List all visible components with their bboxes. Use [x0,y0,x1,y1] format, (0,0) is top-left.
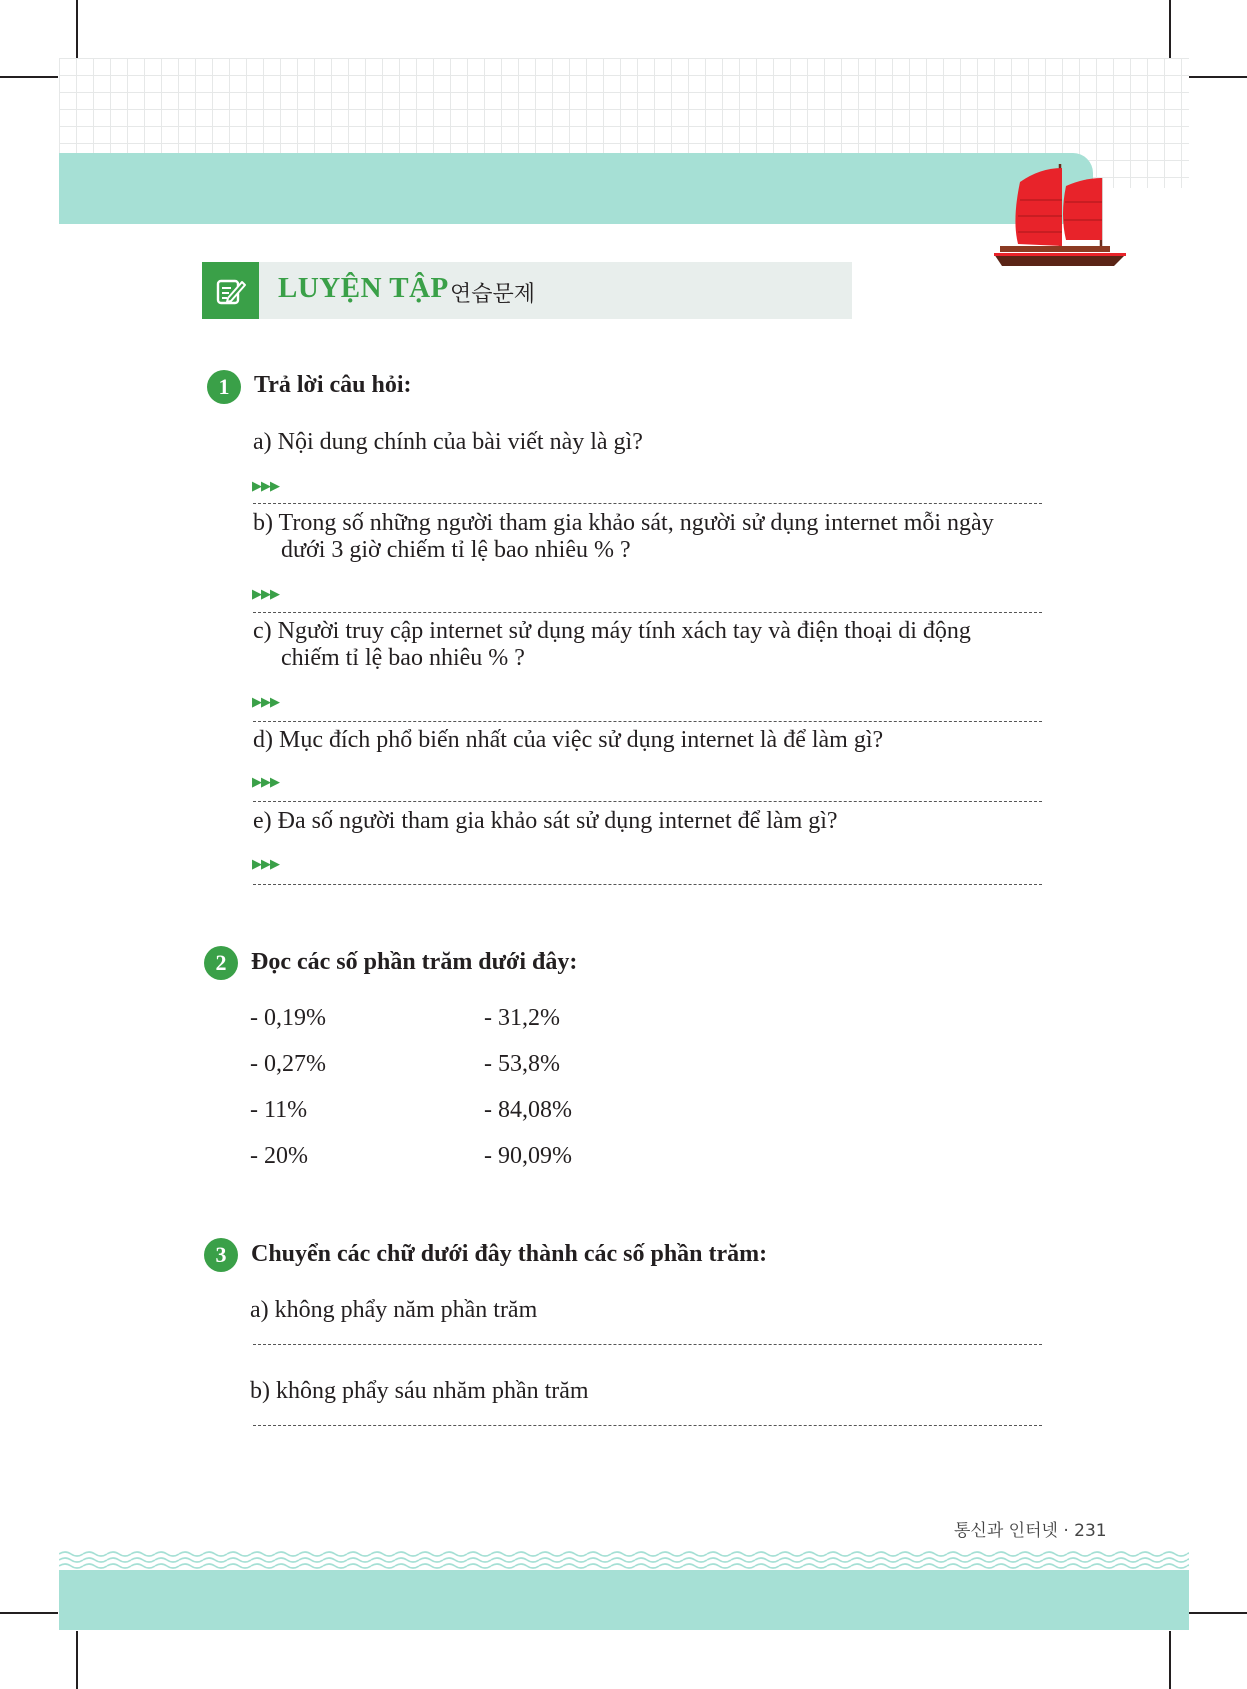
conversion-item-b: b) không phẩy sáu nhăm phần trăm [250,1378,589,1404]
section-heading: Trả lời câu hỏi: [254,372,412,398]
question-b: b) Trong số những người tham gia khảo sát, người sử dụng internet mỗi ngày [253,510,994,536]
crop-mark [0,1612,58,1614]
question-e: e) Đa số người tham gia khảo sát sử dụng internet để làm gì? [253,808,838,834]
percent-item: - 84,08% [484,1097,572,1123]
crop-mark [1169,0,1171,58]
percent-item: - 31,2% [484,1005,560,1031]
triple-chevron-icon: ▶▶▶ [252,587,279,602]
crop-mark [76,0,78,58]
crop-mark [1189,1612,1247,1614]
answer-line[interactable] [253,1425,1042,1426]
answer-line[interactable] [253,801,1042,802]
question-d: d) Mục đích phổ biến nhất của việc sử dụng internet là để làm gì? [253,727,884,753]
section-heading: Chuyển các chữ dưới đây thành các số phần trăm: [251,1241,768,1267]
triple-chevron-icon: ▶▶▶ [252,775,279,790]
triple-chevron-icon: ▶▶▶ [252,479,279,494]
percent-item: - 53,8% [484,1051,560,1077]
header-banner [59,153,1093,224]
question-c: c) Người truy cập internet sử dụng máy tính xách tay và điện thoại di động [253,618,971,644]
triple-chevron-icon: ▶▶▶ [252,695,279,710]
notepad-pencil-icon [215,276,247,306]
crop-mark [0,76,58,78]
crop-mark [76,1631,78,1689]
page-title: LUYỆN TẬP [278,272,449,304]
percent-item: - 0,19% [250,1005,326,1031]
triple-chevron-icon: ▶▶▶ [252,857,279,872]
wave-decoration [59,1548,1189,1572]
answer-line[interactable] [253,1344,1042,1345]
crop-mark [1189,76,1247,78]
percent-item: - 11% [250,1097,308,1123]
junk-boat-icon [990,160,1130,270]
footer-band [59,1570,1189,1630]
question-a: a) Nội dung chính của bài viết này là gì? [253,429,643,455]
answer-line[interactable] [253,503,1042,504]
section-number-badge: 3 [204,1238,238,1272]
title-icon-box [202,262,259,319]
answer-line[interactable] [253,612,1042,613]
section-number-badge: 2 [204,946,238,980]
crop-mark [1169,1631,1171,1689]
percent-item: - 20% [250,1143,308,1169]
page-number: 231 [1074,1521,1107,1541]
question-c-continued: chiếm tỉ lệ bao nhiêu % ? [281,645,525,671]
question-b-continued: dưới 3 giờ chiếm tỉ lệ bao nhiêu % ? [281,537,631,563]
section-number-badge: 1 [207,370,241,404]
chapter-label: 통신과 인터넷 · [954,1521,1069,1541]
page-title-korean: 연습문제 [450,282,536,307]
percent-item: - 0,27% [250,1051,326,1077]
section-heading: Đọc các số phần trăm dưới đây: [251,949,578,975]
percent-item: - 90,09% [484,1143,572,1169]
page-footer [954,1516,1107,1541]
answer-line[interactable] [253,884,1042,885]
conversion-item-a: a) không phẩy năm phần trăm [250,1297,538,1323]
answer-line[interactable] [253,721,1042,722]
